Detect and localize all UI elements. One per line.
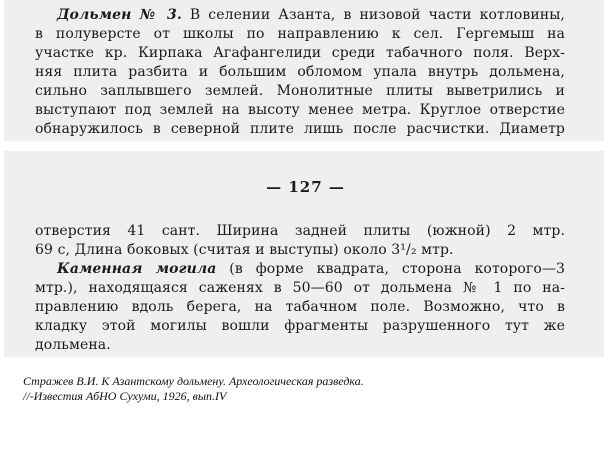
paragraph-line: мтр.), находящаяся саженях в 50—60 от дольмена № 1 по на-: [35, 280, 565, 296]
stone-grave-heading: Каменная могила: [57, 261, 217, 277]
paragraph-line: сильно заплывшего землей. Монолитные плиты выветрились и: [35, 83, 565, 99]
source-citation: [23, 374, 364, 404]
paragraph-line: кладку этой могилы вошли фрагменты разрушенного тут же: [35, 318, 565, 334]
paragraph-line: в полуверсте от школы по направлению к сел. Гергемыш на: [35, 26, 565, 42]
paragraph-text: В селении Азанта, в низовой части котловины,: [181, 7, 565, 23]
paragraph-line: [35, 6, 565, 25]
paragraph-line: выступают под землей на высоту менее метра. Круглое отверстие: [35, 102, 565, 118]
paragraph-line: няя плита разбита и большим обломом упала внутрь дольмена,: [35, 64, 565, 80]
paragraph-line: правлению вдоль берега, на табачном поле. Возможно, что в: [35, 299, 565, 315]
paragraph-line: 69 с, Длина боковых (считая и выступы) около 3¹/₂ мтр.: [35, 242, 454, 258]
dolmen-heading: Дольмен № 3.: [57, 7, 182, 23]
dolmen-3-paragraph: [35, 6, 565, 139]
paragraph-line: отверстия 41 сант. Ширина задней плиты (южной) 2 мтр.: [35, 223, 565, 239]
paragraph-line: участке кр. Кирпака Агафангелиди среди табачного поля. Верх-: [35, 45, 565, 61]
citation-line: Стражев В.И. К Азантскому дольмену. Археологическая разведка.: [23, 374, 364, 388]
continuation-paragraph: [35, 222, 565, 355]
paragraph-line: дольмена.: [35, 337, 111, 353]
paragraph-line: обнаружилось в северной плите лишь после расчистки. Диаметр: [35, 121, 565, 137]
citation-line: //-Известия АбНО Сухуми, 1926, вып.IV: [23, 389, 227, 403]
paragraph-line: [35, 260, 565, 279]
page-number: — 127 —: [266, 178, 345, 196]
paragraph-text: (в форме квадрата, сторона которого—3: [216, 261, 565, 277]
